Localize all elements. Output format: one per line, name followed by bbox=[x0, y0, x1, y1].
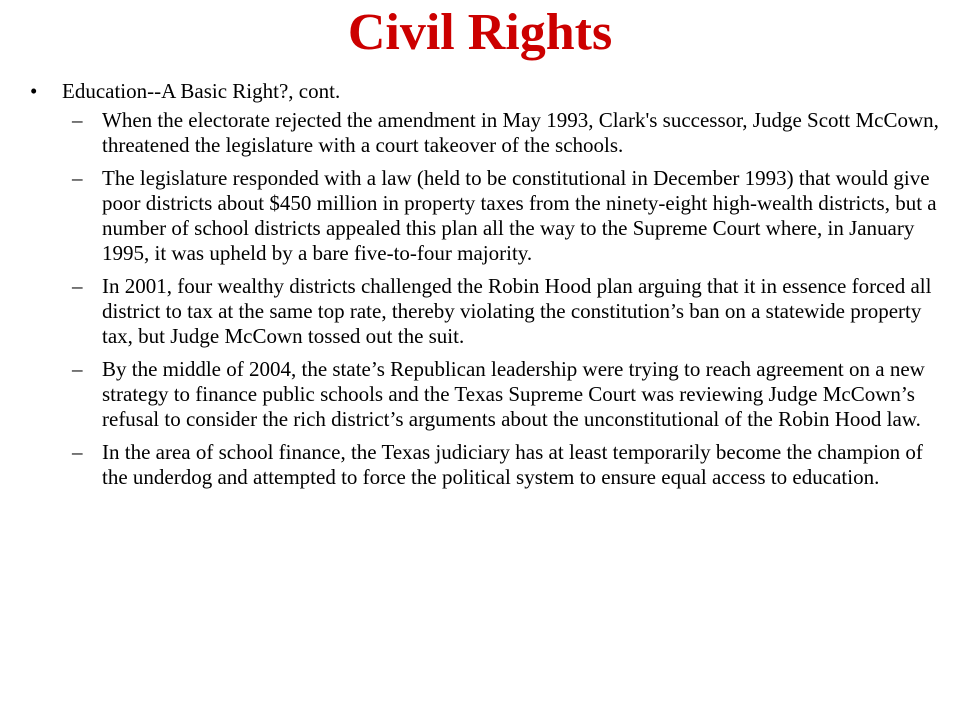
sub-bullet-text: In 2001, four wealthy districts challenged the Robin Hood plan arguing that it in essence forced all district to tax at the same top rate, thereby violating the constitution’s ban on a statewide property tax, but Judge McCown tossed out the suit. bbox=[102, 274, 932, 348]
dash-marker: – bbox=[72, 108, 83, 132]
slide-content bbox=[30, 78, 945, 498]
slide-title: Civil Rights bbox=[347, 4, 613, 61]
dash-marker: – bbox=[72, 357, 83, 381]
sub-bullet-list bbox=[30, 108, 945, 490]
sub-bullet-item bbox=[30, 357, 945, 432]
sub-bullet-item bbox=[30, 166, 945, 266]
sub-bullet-text: In the area of school finance, the Texas judiciary has at least temporarily become the champion of the underdog and attempted to force the political system to ensure equal access to education. bbox=[102, 440, 923, 489]
sub-bullet-item bbox=[30, 274, 945, 349]
dash-marker: – bbox=[72, 166, 83, 190]
sub-bullet-text: The legislature responded with a law (held to be constitutional in December 1993) that would give poor districts about $450 million in property taxes from the ninety-eight high-wealth districts, but a number of school districts appealed this plan all the way to the Supreme Court where, in January 1995, it was upheld by a bare five-to-four majority. bbox=[102, 166, 937, 265]
bullet-marker: • bbox=[30, 79, 38, 103]
bullet-text: Education--A Basic Right?, cont. bbox=[62, 79, 341, 103]
sub-bullet-item bbox=[30, 440, 945, 490]
dash-marker: – bbox=[72, 274, 83, 298]
sub-bullet-item bbox=[30, 108, 945, 158]
sub-bullet-text: By the middle of 2004, the state’s Republican leadership were trying to reach agreement on a new strategy to finance public schools and the Texas Supreme Court was reviewing Judge McCown’s refusal to consider the rich district’s arguments about the unconstitutional of the Robin Hood law. bbox=[102, 357, 925, 431]
bullet-item bbox=[30, 78, 945, 104]
sub-bullet-text: When the electorate rejected the amendment in May 1993, Clark's successor, Judge Scott McCown, threatened the legislature with a court takeover of the schools. bbox=[102, 108, 939, 157]
dash-marker: – bbox=[72, 440, 83, 464]
